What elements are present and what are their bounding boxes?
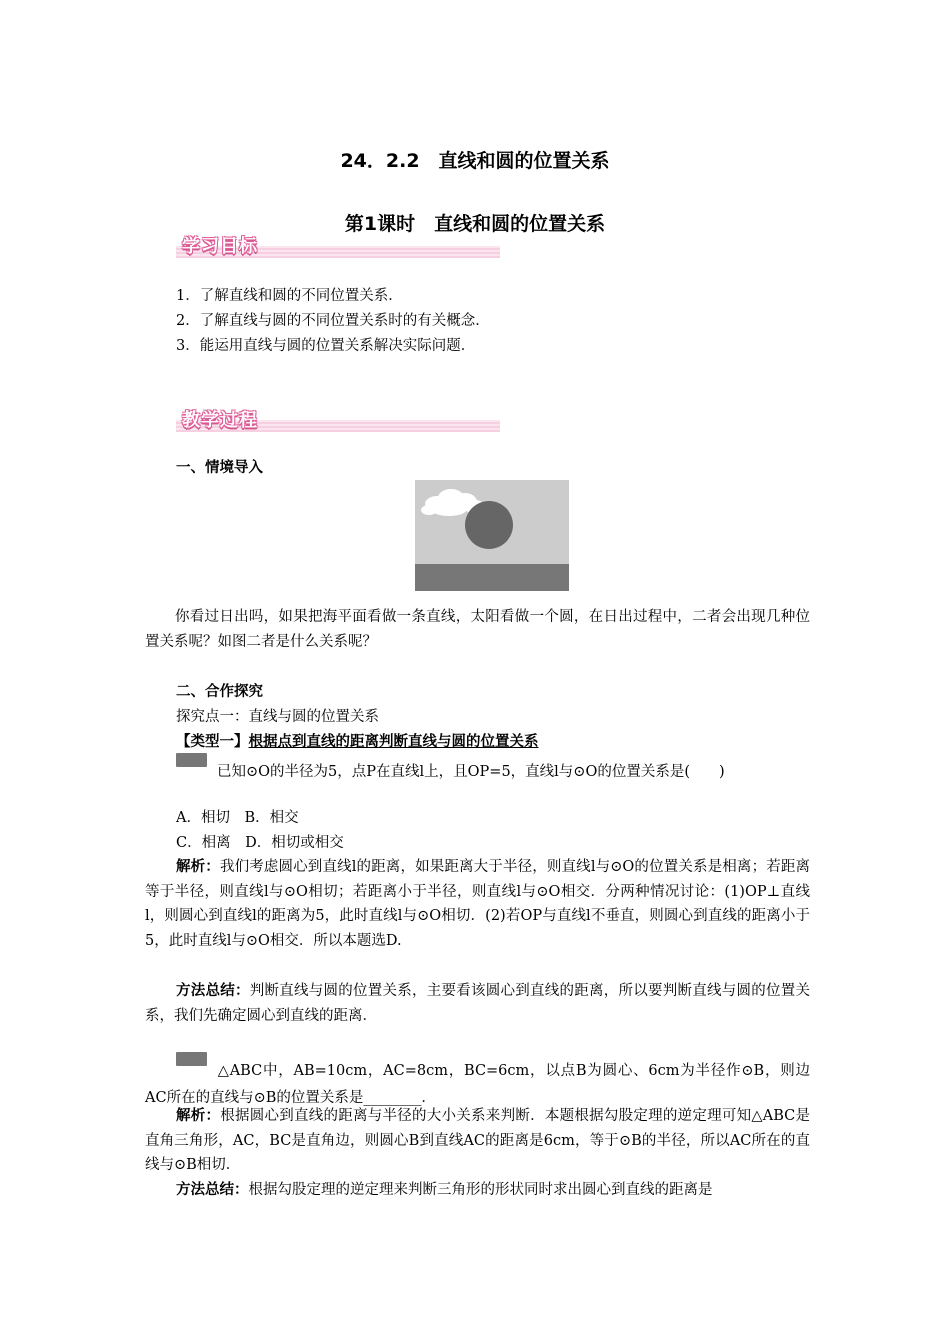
- section-heading-intro: 一、情境导入: [176, 460, 263, 476]
- example-1-question: [145, 753, 810, 785]
- example-1-method: [145, 979, 810, 1028]
- example-1-options-cd: C．相离 D．相切或相交: [176, 835, 344, 851]
- analysis-label: 解析：: [176, 859, 220, 875]
- method-label: 方法总结：: [176, 983, 250, 999]
- lesson-subtitle: 第1课时 直线和圆的位置关系: [344, 213, 606, 235]
- analysis-text: 根据圆心到直线的距离与半径的大小关系来判断．本题根据勾股定理的逆定理可知△ABC是直角三角形，AC，BC是直角边，则圆心B到直线AC的距离是6cm，等于⊙B的半径，所以AC所在的直线与⊙B相切．: [145, 1108, 811, 1173]
- type1-title: 根据点到直线的距离判断直线与圆的位置关系: [248, 734, 539, 750]
- teaching-process-banner: [176, 406, 500, 434]
- example-2-method: [145, 1178, 810, 1203]
- learning-goals-banner: [176, 232, 500, 260]
- banner-label: 学习目标: [182, 236, 258, 257]
- analysis-label: 解析：: [176, 1108, 221, 1124]
- banner-label: 教学过程: [182, 410, 258, 431]
- method-text: 根据勾股定理的逆定理来判断三角形的形状同时求出圆心到直线的距离是: [248, 1182, 713, 1198]
- intro-paragraph: 你看过日出吗，如果把海平面看做一条直线，太阳看做一个圆，在日出过程中，二者会出现几种位置关系呢？如图二者是什么关系呢？: [145, 609, 810, 650]
- goal-item-3: 3．能运用直线与圆的位置关系解决实际问题．: [176, 338, 476, 354]
- example-2-question: [145, 1052, 810, 1112]
- example-2-analysis: [145, 1104, 810, 1178]
- example-2-text: △ABC中，AB=10cm，AC=8cm，BC=6cm，以点B为圆心、6cm为半径作⊙B，则边AC所在的直线与⊙B的位置关系是________．: [145, 1063, 810, 1106]
- sea: [415, 564, 569, 591]
- method-text: 判断直线与圆的位置关系，主要看该圆心到直线的距离，所以要判断直线与圆的位置关系，我们先确定圆心到直线的距离．: [145, 983, 810, 1024]
- sun-circle: [465, 501, 513, 549]
- example-1-options-ab: A．相切 B．相交: [176, 810, 299, 826]
- section-heading-explore: 二、合作探究: [176, 684, 263, 700]
- goal-item-1: 1．了解直线和圆的不同位置关系．: [176, 288, 403, 304]
- example-badge: 例1: [176, 753, 207, 767]
- type1-heading: [176, 732, 539, 752]
- example-1-text: 已知⊙O的半径为5，点P在直线l上，且OP=5，直线l与⊙O的位置关系是( ): [217, 764, 725, 780]
- page-title: 24．2.2 直线和圆的位置关系: [340, 150, 610, 172]
- goal-item-2: 2．了解直线与圆的不同位置关系时的有关概念．: [176, 313, 490, 329]
- analysis-text: 我们考虑圆心到直线l的距离，如果距离大于半径，则直线l与⊙O的位置关系是相离；若距离等于半径，则直线l与⊙O相切；若距离小于半径，则直线l与⊙O相交．分两种情况讨论：(1)OP⊥直线l，则圆心到直线l的距离为5，此时直线l与⊙O相切．(2)若OP与直线l不垂直，则圆心到直线的距离小于5，此时直线l与⊙O相交．所以本题选D.: [145, 859, 811, 949]
- example-badge: 例2: [176, 1052, 207, 1066]
- explore-point: 探究点一：直线与圆的位置关系: [176, 709, 379, 725]
- method-label: 方法总结：: [176, 1182, 249, 1198]
- example-1-analysis: [145, 855, 810, 953]
- sunrise-figure: [415, 480, 569, 591]
- type1-bracket: 【类型一】: [176, 734, 249, 750]
